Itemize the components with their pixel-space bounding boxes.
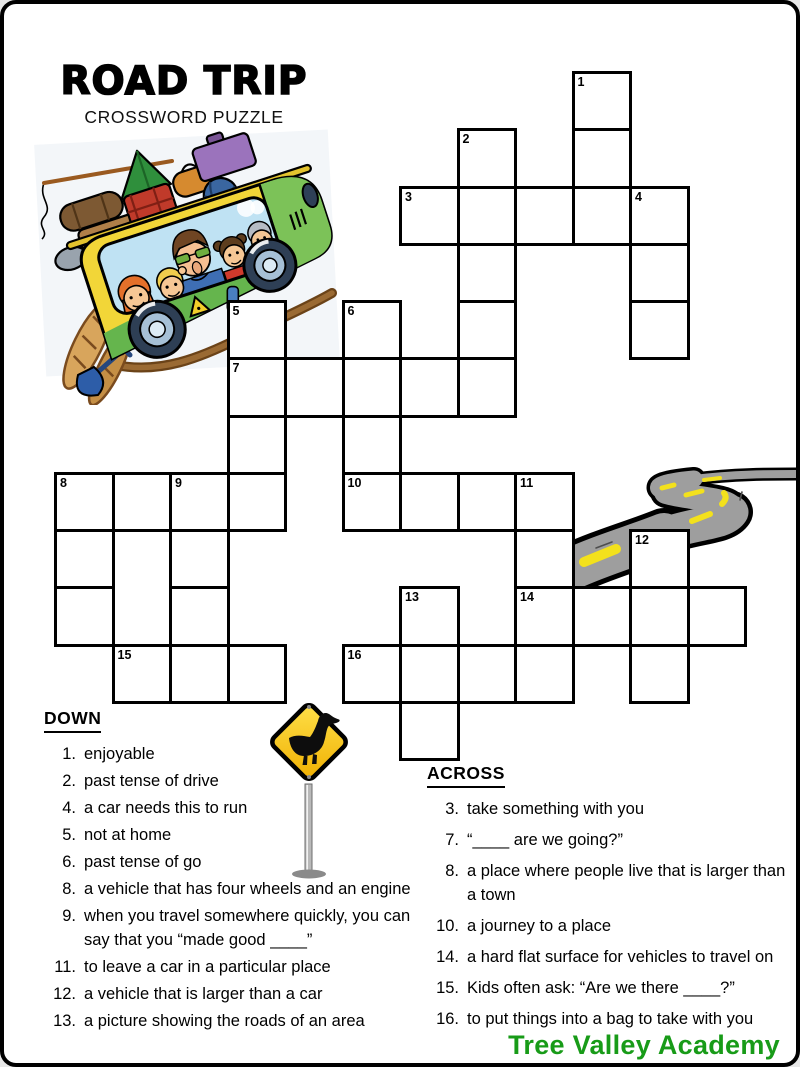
clue-text: not at home — [84, 826, 172, 844]
crossword-cell — [169, 586, 230, 646]
clue-text: past tense of go — [84, 853, 202, 871]
clue-item — [44, 823, 444, 847]
crossword-cell — [284, 357, 345, 417]
crossword-cell — [687, 586, 748, 646]
down-clue-list — [44, 742, 444, 1033]
clue-item — [427, 976, 799, 1000]
clue-item — [427, 945, 799, 969]
crossword-cell — [572, 128, 633, 188]
clue-number: 1. — [62, 745, 76, 763]
crossword-cell — [457, 300, 518, 360]
clue-text: to leave a car in a particular place — [84, 958, 331, 976]
cell-number: 3 — [405, 189, 412, 204]
across-header: ACROSS — [427, 761, 505, 788]
clue-number: 12. — [53, 985, 76, 1003]
crossword-cell — [399, 186, 460, 246]
crossword-cell — [227, 472, 288, 532]
page-subtitle: CROSSWORD PUZZLE — [84, 107, 284, 127]
crossword-cell — [342, 357, 403, 417]
clue-text: take something with you — [467, 800, 645, 818]
clue-text: a place where people live that is larger than a town — [467, 862, 786, 904]
clue-item — [44, 877, 444, 901]
clue-text: a journey to a place — [467, 917, 612, 935]
crossword-cell — [629, 186, 690, 246]
clue-text: “____ are we going?” — [467, 831, 623, 849]
crossword-cell — [342, 300, 403, 360]
crossword-cell — [169, 472, 230, 532]
clue-item — [427, 914, 799, 938]
crossword-cell — [629, 529, 690, 589]
clue-text: a vehicle that is larger than a car — [84, 985, 323, 1003]
cell-number: 1 — [577, 75, 585, 89]
clue-item — [427, 828, 799, 852]
clue-number: 8. — [62, 880, 76, 898]
clue-item — [44, 769, 444, 793]
crossword-cell — [514, 186, 575, 246]
down-clues-section — [44, 706, 444, 1036]
clue-number: 7. — [445, 831, 459, 849]
clue-item — [44, 1009, 444, 1033]
crossword-cell — [457, 357, 518, 417]
clue-text: Kids often ask: “Are we there ____?” — [467, 979, 735, 997]
clue-item — [427, 859, 799, 907]
crossword-cell — [514, 529, 575, 589]
clue-text: past tense of drive — [84, 772, 219, 790]
title-block — [44, 59, 324, 128]
clue-item — [44, 904, 444, 952]
crossword-cell — [227, 357, 288, 417]
brand-footer: Tree Valley Academy — [508, 1030, 780, 1060]
clue-item — [44, 955, 444, 979]
crossword-cell — [399, 357, 460, 417]
crossword-cell — [54, 529, 115, 589]
crossword-cell — [169, 644, 230, 704]
clue-item — [427, 1007, 799, 1031]
cell-number: 15 — [117, 647, 132, 662]
crossword-cell — [572, 586, 633, 646]
clue-text: when you travel somewhere quickly, you can say that you “made good ____” — [84, 907, 411, 949]
crossword-cell — [54, 472, 115, 532]
crossword-cell — [169, 529, 230, 589]
crossword-cell — [457, 472, 518, 532]
clue-number: 16. — [436, 1010, 459, 1028]
clue-number: 9. — [62, 907, 76, 925]
cell-number: 14 — [520, 590, 534, 605]
clue-number: 11. — [54, 958, 76, 976]
clue-text: a picture showing the roads of an area — [84, 1012, 365, 1030]
crossword-cell — [112, 472, 173, 532]
crossword-cell — [54, 586, 115, 646]
clue-item — [44, 850, 444, 874]
crossword-cell — [112, 644, 173, 704]
down-header: DOWN — [44, 706, 101, 733]
crossword-cell — [399, 644, 460, 704]
clue-number: 6. — [62, 853, 76, 871]
clue-item — [44, 796, 444, 820]
clue-text: to put things into a bag to take with you — [467, 1010, 754, 1028]
crossword-cell — [342, 415, 403, 475]
cell-number: 7 — [232, 361, 240, 376]
clue-text: a vehicle that has four wheels and an engine — [84, 880, 411, 898]
clue-number: 15. — [436, 979, 459, 997]
cell-number: 2 — [462, 132, 470, 147]
crossword-cell — [399, 586, 460, 646]
clue-item — [427, 797, 799, 821]
crossword-cell — [572, 71, 633, 131]
crossword-cell — [457, 186, 518, 246]
clue-item — [44, 742, 444, 766]
crossword-cell — [457, 243, 518, 303]
cell-number: 6 — [347, 304, 355, 319]
cell-number: 16 — [347, 647, 362, 662]
clue-item — [44, 982, 444, 1006]
cell-number: 9 — [175, 475, 182, 490]
crossword-cell — [342, 472, 403, 532]
clue-number: 3. — [445, 800, 459, 818]
clue-number: 8. — [445, 862, 459, 880]
crossword-cell — [629, 300, 690, 360]
clue-number: 10. — [436, 917, 459, 935]
crossword-cell — [227, 300, 288, 360]
cell-number: 13 — [405, 590, 419, 605]
clue-number: 14. — [436, 948, 459, 966]
crossword-cell — [457, 128, 518, 188]
crossword-cell — [629, 644, 690, 704]
cell-number: 10 — [347, 475, 362, 490]
crossword-cell — [572, 186, 633, 246]
cell-number: 4 — [635, 189, 642, 204]
cell-number: 5 — [232, 304, 240, 319]
clue-number: 5. — [62, 826, 76, 844]
clue-number: 13. — [53, 1012, 76, 1030]
clue-number: 2. — [62, 772, 76, 790]
crossword-cell — [514, 644, 575, 704]
crossword-cell — [399, 472, 460, 532]
clue-text: enjoyable — [84, 745, 155, 763]
crossword-cell — [514, 586, 575, 646]
clue-text: a hard flat surface for vehicles to travel on — [467, 948, 774, 966]
clue-text: a car needs this to run — [84, 799, 248, 817]
crossword-cell — [227, 415, 288, 475]
crossword-cell — [514, 472, 575, 532]
page-title: ROAD TRIP — [60, 59, 308, 104]
crossword-cell — [629, 586, 690, 646]
cell-number: 12 — [635, 533, 649, 548]
crossword-cell — [629, 243, 690, 303]
crossword-cell — [457, 644, 518, 704]
across-clues-section — [427, 761, 799, 1038]
cell-number: 11 — [520, 475, 534, 490]
across-clue-list — [427, 797, 799, 1031]
cell-number: 8 — [60, 475, 67, 490]
clue-number: 4. — [62, 799, 76, 817]
